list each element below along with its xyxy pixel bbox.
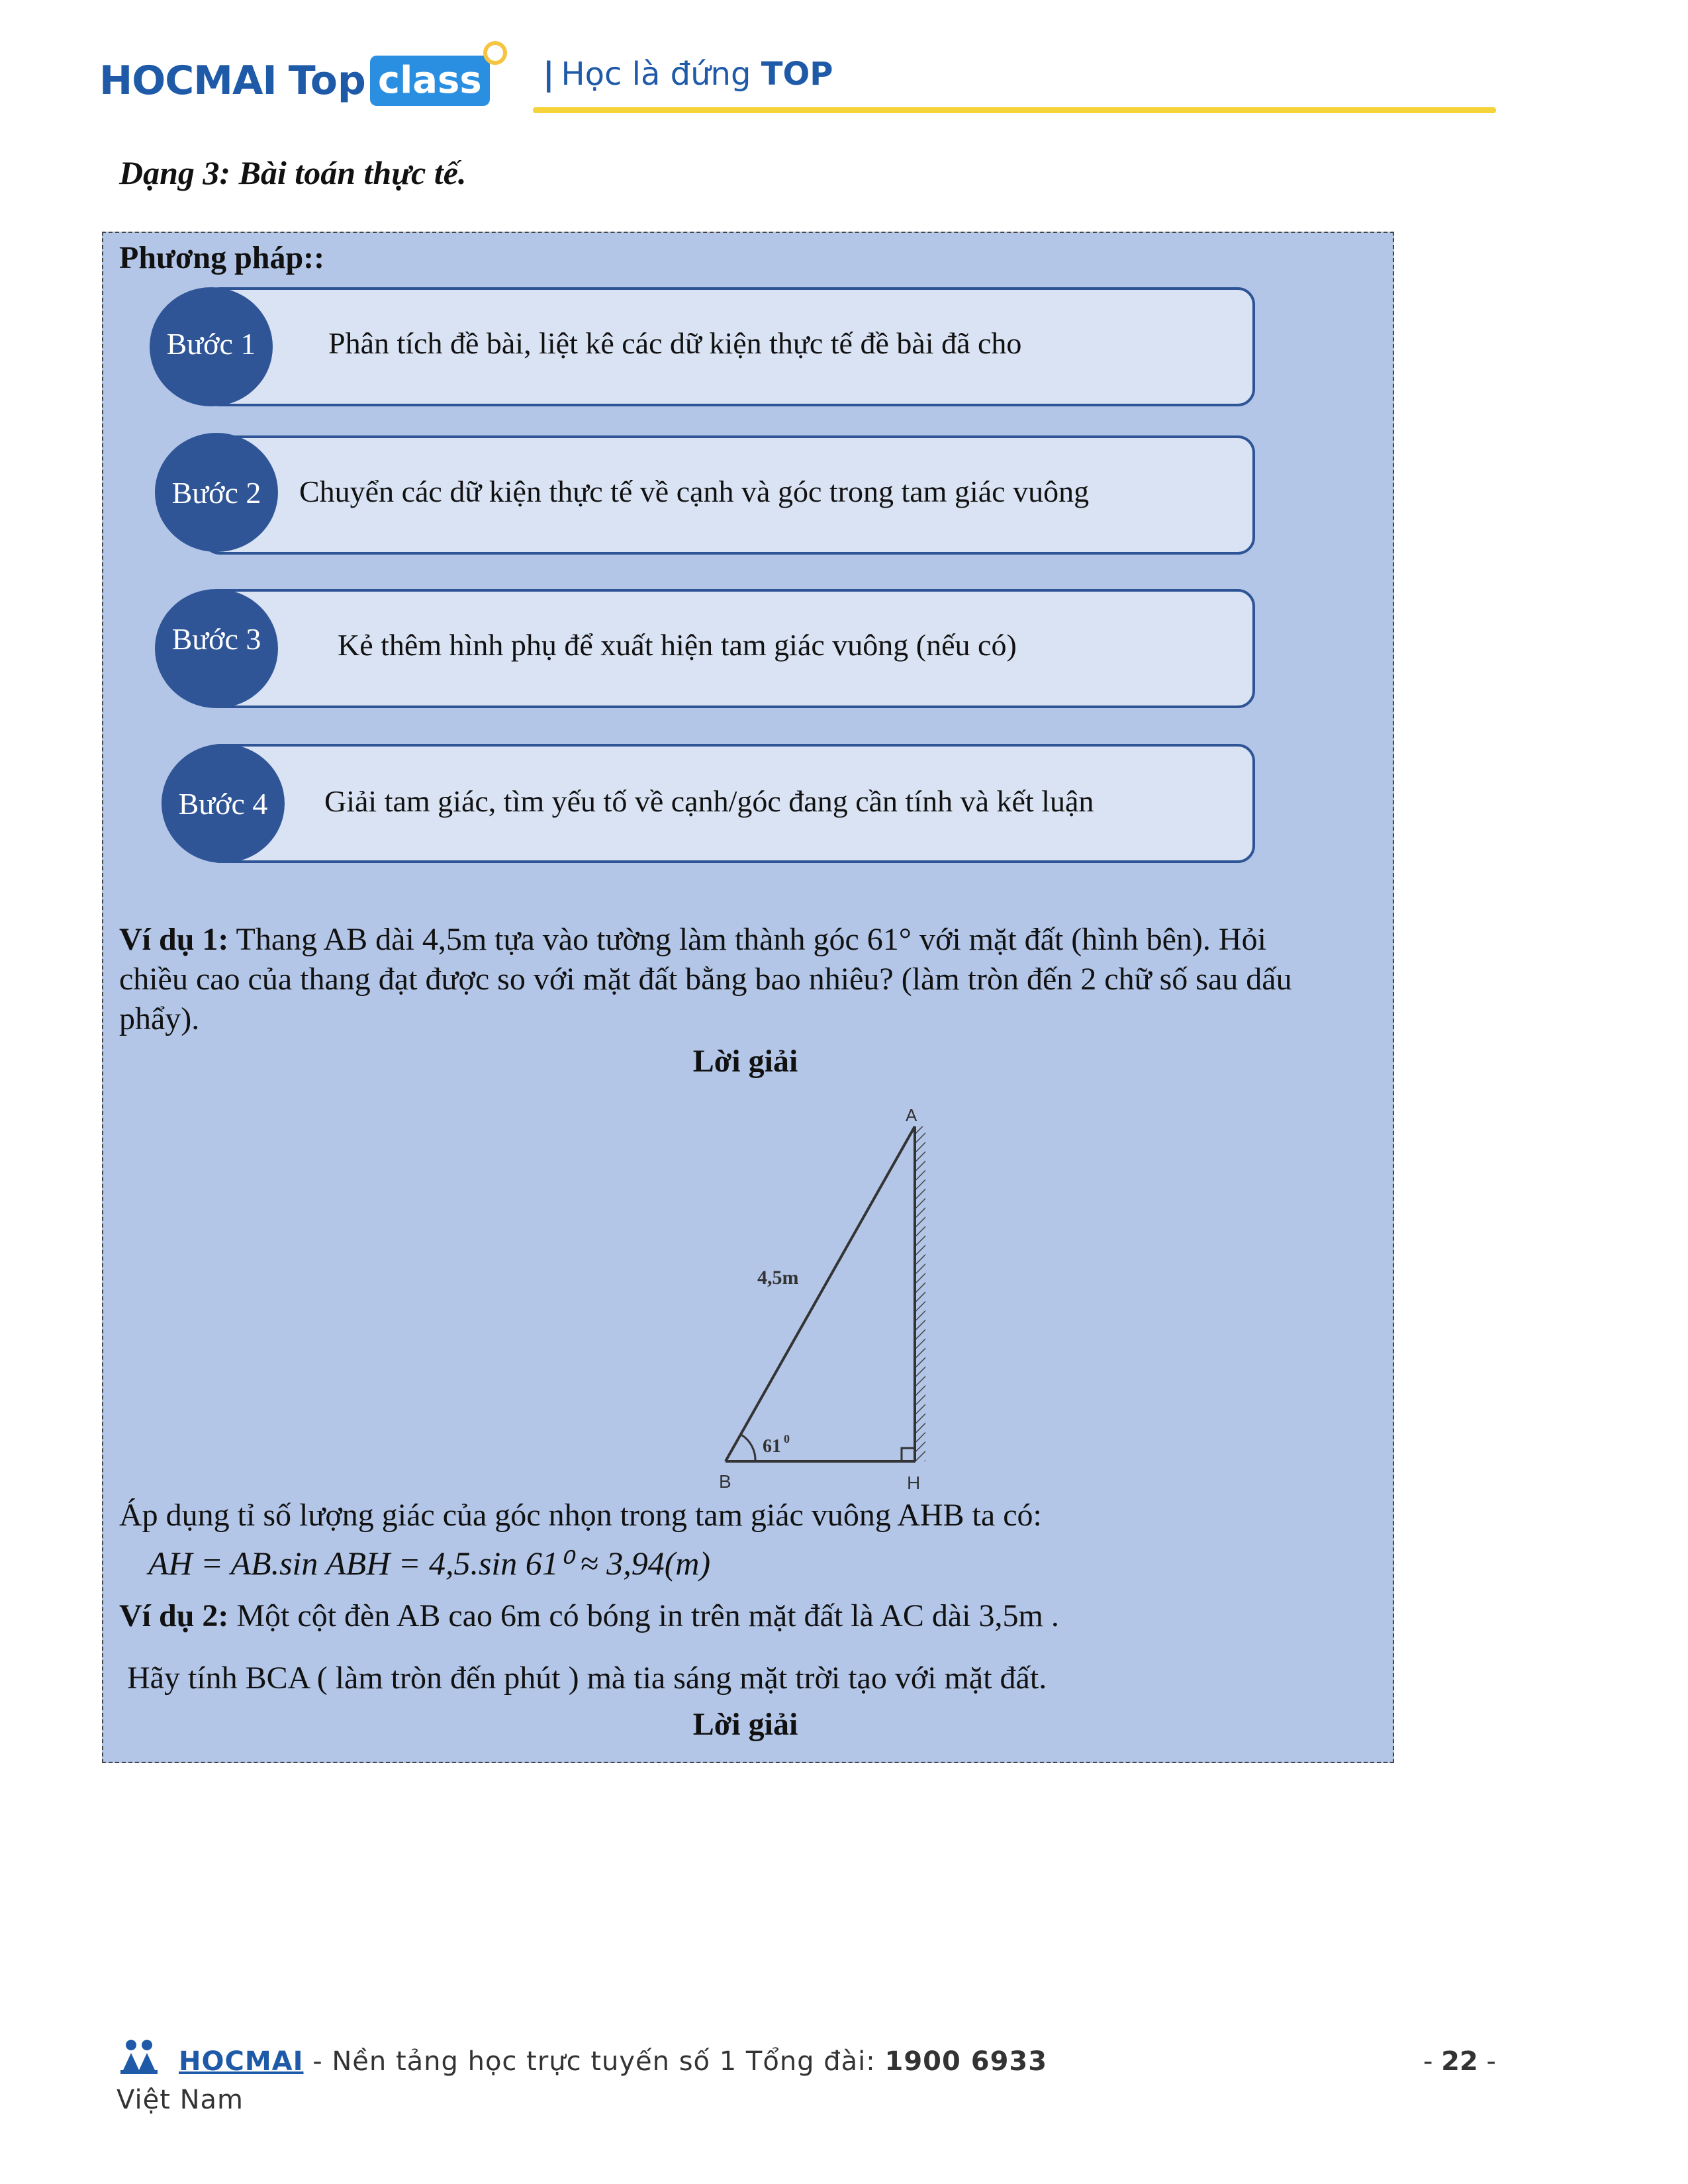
header-underline (533, 107, 1496, 113)
right-angle-mark (902, 1448, 915, 1461)
label-b: B (719, 1471, 731, 1490)
step-1-badge-text: Bước 1 (166, 326, 256, 361)
step-3-text: Kẻ thêm hình phụ để xuất hiện tam giác vuông (nếu có) (338, 628, 1017, 662)
footer-brand-link[interactable]: HOCMAI (179, 2046, 304, 2077)
ladder-triangle-figure (633, 1107, 977, 1490)
example-1-paragraph (119, 920, 1377, 1039)
content-box (102, 232, 1394, 1763)
logo-hocmai-text: HOCMAI (99, 58, 277, 104)
example-1-line-3: phẩy). (119, 1001, 200, 1036)
example-1-apply-text: Áp dụng tỉ số lượng giác của góc nhọn trong tam giác vuông AHB ta có: (119, 1498, 1042, 1533)
page-number (1423, 2046, 1496, 2077)
example-1-solution-heading: Lời giải (692, 1044, 798, 1079)
example-1-formula: AH = AB.sin ABH = 4,5.sin 61⁰ ≈ 3,94(m) (148, 1545, 711, 1582)
slogan-text: Học là đứng (561, 56, 751, 93)
footer-hotline: 1900 6933 (884, 2046, 1048, 2077)
wall-hatching (915, 1126, 925, 1461)
slogan-top: TOP (761, 56, 833, 93)
angle-degree: 0 (784, 1432, 790, 1445)
slogan-divider: | (543, 56, 555, 93)
page-suffix: - (1486, 2046, 1496, 2077)
step-4-badge (162, 744, 285, 863)
header-slogan (543, 56, 833, 93)
example-1-line-2: chiều cao của thang đạt được so với mặt đất bằng bao nhiêu? (làm tròn đến 2 chữ số sau dấu (119, 962, 1292, 997)
step-2-badge (155, 433, 278, 552)
hocmai-topclass-logo (99, 48, 490, 114)
example-1-text-1: Thang AB dài 4,5m tựa vào tường làm thành góc 61° với mặt đất (hình bên). Hỏi (236, 922, 1266, 957)
footer-country: Việt Nam (117, 2085, 244, 2115)
example-1-label: Ví dụ 1: (119, 922, 229, 957)
logo-class-badge (370, 56, 490, 106)
step-1-text: Phân tích đề bài, liệt kê các dữ kiện thực tế đề bài đã cho (328, 326, 1022, 360)
sun-icon (483, 41, 507, 65)
ladder-line-ab (726, 1126, 915, 1461)
method-label: Phương pháp:: (119, 240, 325, 275)
example-1-line-1 (119, 920, 1377, 960)
step-2-badge-text: Bước 2 (171, 475, 261, 510)
example-2-label: Ví dụ 2: (119, 1598, 229, 1633)
label-h: H (907, 1473, 921, 1490)
step-3-badge (155, 589, 278, 708)
page-prefix: - (1423, 2046, 1433, 2077)
example-2-line-1 (119, 1596, 1377, 1636)
hocmai-footer-icon (117, 2037, 163, 2077)
angle-arc (741, 1435, 755, 1461)
page-number-value: 22 (1441, 2046, 1478, 2077)
example-2-solution-heading: Lời giải (692, 1707, 798, 1742)
step-2-text: Chuyển các dữ kiện thực tế về cạnh và góc trong tam giác vuông (299, 475, 1090, 508)
step-1-badge (150, 287, 273, 406)
section-title: Dạng 3: Bài toán thực tế. (119, 154, 467, 191)
footer-line-1 (165, 2046, 1047, 2077)
footer-hotline-label: Tổng đài: (745, 2046, 876, 2077)
step-4-badge-text: Bước 4 (178, 786, 268, 821)
label-a: A (906, 1107, 917, 1125)
length-label: 4,5m (757, 1267, 799, 1289)
logo-class-text: class (377, 59, 482, 102)
angle-label: 61 (763, 1436, 781, 1457)
example-2-line-2: Hãy tính BCA ( làm tròn đến phút ) mà tia sáng mặt trời tạo với mặt đất. (127, 1661, 1047, 1696)
logo-top-text: Top (288, 58, 366, 104)
example-2-text-1: Một cột đèn AB cao 6m có bóng in trên mặt đất là AC dài 3,5m . (236, 1598, 1059, 1633)
footer-tagline: - Nền tảng học trực tuyến số 1 (312, 2046, 737, 2077)
step-4-text: Giải tam giác, tìm yếu tố về cạnh/góc đang cần tính và kết luận (324, 784, 1094, 818)
step-3-badge-text: Bước 3 (171, 621, 261, 656)
